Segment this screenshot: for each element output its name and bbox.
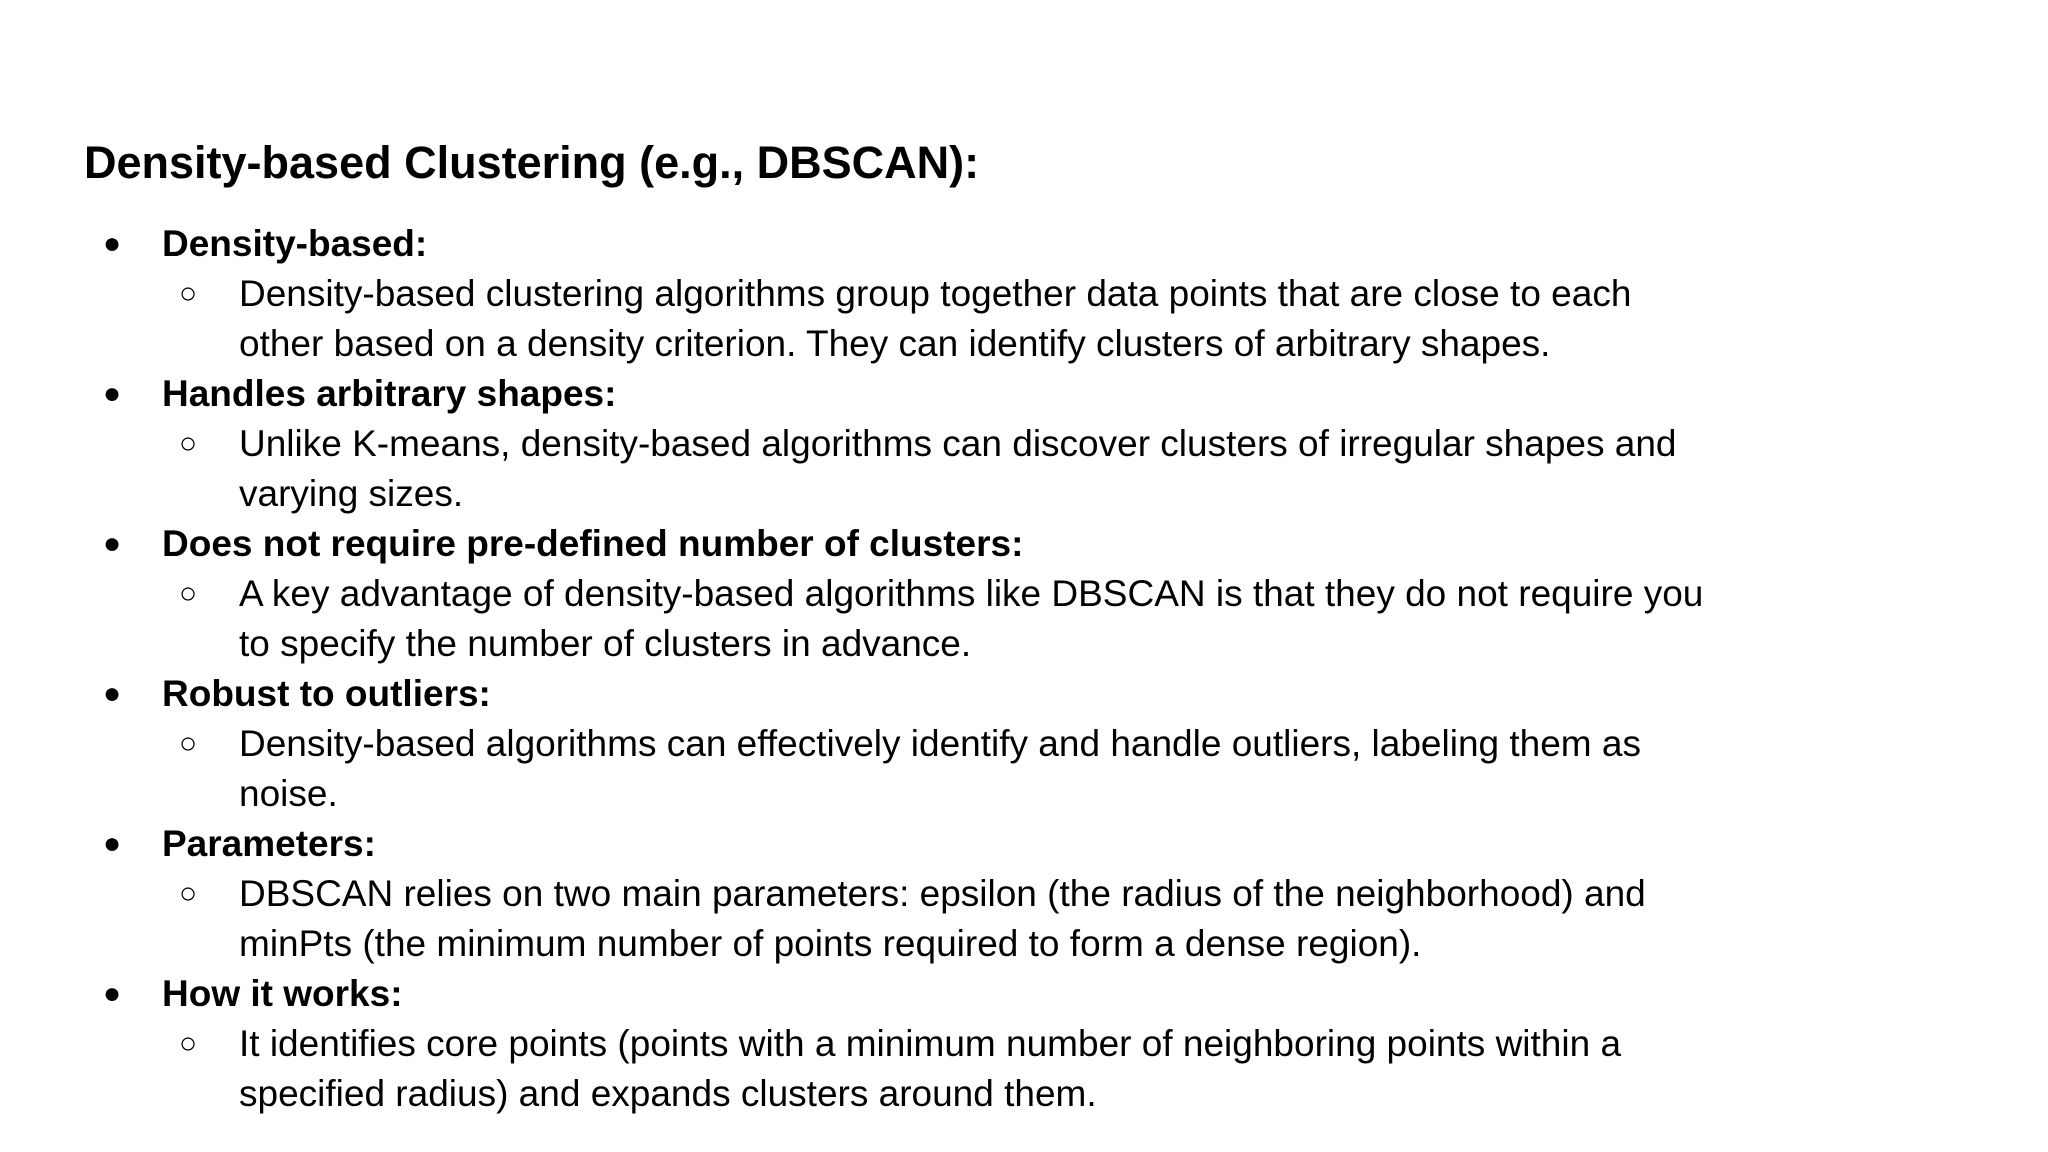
list-item-detail	[84, 869, 1804, 969]
sub-bullet-icon: ○	[179, 1027, 198, 1060]
bullet-icon: ●	[103, 377, 122, 410]
list-item-heading	[84, 669, 1804, 719]
detail-robust-outliers: Density-based algorithms can effectively identify and handle outliers, labeling them as noise.	[239, 723, 1641, 814]
list-item-heading	[84, 369, 1804, 419]
bullet-icon: ●	[103, 527, 122, 560]
list-item-detail	[84, 419, 1804, 519]
bullet-icon: ●	[103, 677, 122, 710]
sub-bullet-icon: ○	[179, 427, 198, 460]
detail-parameters: DBSCAN relies on two main parameters: epsilon (the radius of the neighborhood) and minPts (the minimum number of points required to form a dense region).	[239, 873, 1646, 964]
heading-arbitrary-shapes: Handles arbitrary shapes:	[162, 373, 617, 414]
list-item-detail	[84, 1019, 1804, 1119]
list-item-heading	[84, 819, 1804, 869]
sub-bullet-icon: ○	[179, 277, 198, 310]
list-item-heading	[84, 969, 1804, 1019]
detail-how-it-works: It identifies core points (points with a minimum number of neighboring points within a specified radius) and expands clusters around them.	[239, 1023, 1622, 1114]
sub-bullet-icon: ○	[179, 727, 198, 760]
list-item-detail	[84, 719, 1804, 819]
heading-density-based: Density-based:	[162, 223, 428, 264]
slide-title: Density-based Clustering (e.g., DBSCAN):	[84, 137, 980, 188]
heading-robust-outliers: Robust to outliers:	[162, 673, 491, 714]
list-item-heading	[84, 519, 1804, 569]
sub-bullet-icon: ○	[179, 877, 198, 910]
list-item-detail	[84, 269, 1804, 369]
list-item-detail	[84, 569, 1804, 669]
bullet-list	[84, 219, 1804, 1119]
bullet-icon: ●	[103, 227, 122, 260]
sub-bullet-icon: ○	[179, 577, 198, 610]
heading-how-it-works: How it works:	[162, 973, 403, 1014]
heading-parameters: Parameters:	[162, 823, 376, 864]
heading-no-predefined-clusters: Does not require pre-defined number of clusters:	[162, 523, 1024, 564]
detail-no-predefined-clusters: A key advantage of density-based algorithms like DBSCAN is that they do not require you to specify the number of clusters in advance.	[239, 573, 1704, 664]
bullet-icon: ●	[103, 827, 122, 860]
detail-arbitrary-shapes: Unlike K-means, density-based algorithms can discover clusters of irregular shapes and varying sizes.	[239, 423, 1677, 514]
list-item-heading	[84, 219, 1804, 269]
bullet-icon: ●	[103, 977, 122, 1010]
detail-density-based: Density-based clustering algorithms group together data points that are close to each other based on a density criterion. They can identify clusters of arbitrary shapes.	[239, 273, 1632, 364]
